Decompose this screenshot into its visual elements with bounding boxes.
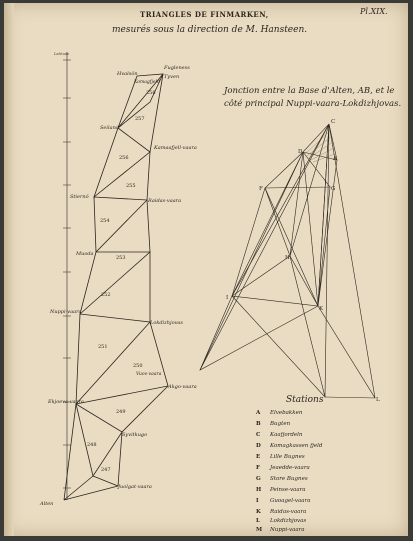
finmarken-triangle-chain — [64, 74, 168, 500]
triangle-number: 251 — [98, 344, 108, 350]
station-label: Hvalsön — [117, 71, 138, 77]
point-label: I — [226, 295, 229, 301]
station-label: Komagfjeld — [134, 80, 160, 85]
station-label: Fugleness — [164, 65, 190, 71]
legend-row: I Guoagel-vaara — [256, 498, 311, 504]
legend-row: B Bugten — [256, 421, 291, 427]
plate-subtitle: mesurés sous la direction de M. Hansteen. — [112, 25, 308, 35]
station-label: Seiland — [100, 125, 119, 131]
legend-row: F Jeaedde-vaara — [256, 465, 310, 471]
legend-row: D Komagkassen fjeld — [256, 443, 323, 449]
stations-heading: Stations — [286, 395, 324, 405]
legend-row: K Raidas-vaara — [256, 509, 307, 515]
triangle-number: 254 — [100, 218, 110, 224]
point-label: H — [285, 255, 290, 261]
station-label: Akgo-vaara — [168, 384, 197, 390]
triangle-number: 253 — [116, 255, 126, 261]
station-label: Tyven — [164, 74, 180, 80]
legend-row: L Lokdizhjovas — [256, 518, 307, 524]
triangle-number: 256 — [119, 155, 129, 161]
legend-row: M Nuppi-vaara — [256, 527, 305, 533]
station-label: Raidas-vaara — [148, 198, 182, 204]
station-label: Lokdizhjovas — [150, 320, 183, 326]
point-label: C — [331, 119, 336, 125]
triangle-number: 257 — [135, 116, 145, 122]
triangle-number: 252 — [101, 292, 111, 298]
station-label: Juolgat-vaara — [118, 484, 152, 490]
triangle-number: 250 — [133, 363, 143, 369]
triangle-number: 249 — [116, 409, 126, 415]
station-label: Muoda — [76, 251, 94, 257]
point-label: D — [298, 149, 303, 155]
chain-station-labels — [39, 65, 197, 507]
junction-caption-line2: côté principal Nuppi-vaara-Lokdizhjovas. — [224, 99, 402, 109]
station-label: Nuppi-vaara — [50, 309, 82, 315]
point-label: A — [333, 156, 337, 162]
triangle-number: 248 — [87, 442, 97, 448]
legend-row: A Elvebakken — [256, 410, 303, 416]
point-label: F — [259, 186, 263, 192]
point-label: K — [319, 306, 324, 312]
station-label: Kamaafjell-vaara — [154, 145, 197, 151]
station-label: Ekjoeva-vaara — [48, 399, 84, 405]
legend-row: H Peinse-vaara — [256, 487, 306, 493]
triangle-number: 256 — [146, 90, 156, 96]
junction-caption-line1: Jonction entre la Base d'Alten, AB, et le — [224, 86, 395, 96]
point-label: L — [376, 397, 380, 403]
plate-title: TRIANGLES DE FINMARKEN, — [140, 10, 269, 19]
triangle-numbers — [87, 90, 156, 473]
triangle-number: 247 — [101, 467, 111, 473]
station-label: Syvitkugo — [122, 432, 148, 438]
legend-row: C Kaafjordeln — [256, 432, 303, 438]
plate-number: Pl.XIX. — [360, 7, 388, 16]
point-label: G — [331, 186, 336, 192]
junction-network — [200, 124, 375, 398]
station-label: Vuov-vaara — [136, 372, 162, 377]
station-label: Stiernö — [70, 194, 89, 200]
station-label: Alten — [40, 501, 54, 507]
legend-row: E Lille Bugnes — [256, 454, 305, 460]
latitude-axis-label: Latitude — [54, 52, 70, 56]
triangle-number: 255 — [126, 183, 136, 189]
legend-row: G Store Bugnes — [256, 476, 308, 482]
